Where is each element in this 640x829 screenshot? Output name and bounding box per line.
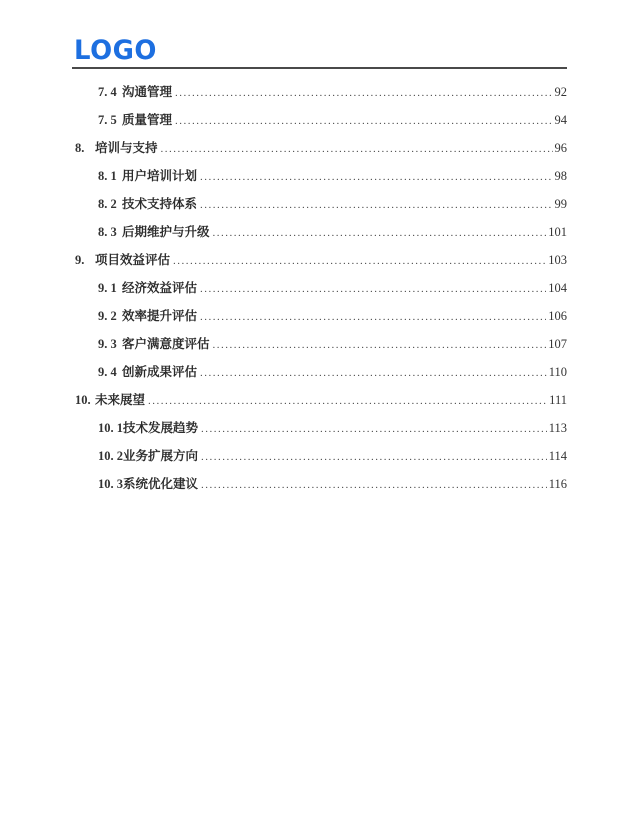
toc-entry[interactable] [72,84,567,112]
toc-entry-number: 9. 4 [98,365,117,379]
dot-leader [201,449,547,466]
toc-entry-title: 创新成果评估 [122,365,198,379]
toc-entry-page: 101 [548,225,567,239]
toc-entry-title: 质量管理 [122,113,173,127]
toc-entry[interactable] [72,168,567,196]
toc-entry-title: 沟通管理 [122,85,173,99]
toc-entry-title: 效率提升评估 [122,309,198,323]
toc-entry-number: 9. 2 [98,309,117,323]
toc-entry-title: 业务扩展方向 [123,449,199,463]
toc-entry[interactable] [72,476,567,504]
toc-entry[interactable] [72,280,567,308]
dot-leader [161,141,553,158]
header-divider [72,67,567,69]
toc-entry-title: 培训与支持 [95,141,158,155]
toc-entry-title: 技术发展趋势 [123,421,199,435]
toc-entry-number: 8. 2 [98,197,117,211]
toc-entry-title: 技术支持体系 [122,197,198,211]
toc-entry-number: 7. 4 [98,85,117,99]
toc-entry-page: 98 [554,169,567,183]
toc-entry[interactable] [72,224,567,252]
toc-entry-page: 92 [554,85,567,99]
dot-leader [213,337,547,354]
toc-entry-title: 未来展望 [95,393,146,407]
toc-entry[interactable] [72,308,567,336]
toc-entry-page: 116 [548,477,567,491]
toc-entry-title: 系统优化建议 [123,477,199,491]
toc-entry[interactable] [72,140,567,168]
dot-leader [173,253,546,270]
dot-leader [200,197,552,214]
toc-entry[interactable] [72,196,567,224]
toc-entry-title: 客户满意度评估 [122,337,210,351]
dot-leader [200,169,552,186]
dot-leader [175,113,552,130]
toc-entry-number: 8. [75,141,85,155]
toc-entry-number: 8. 1 [98,169,117,183]
toc-entry-number: 10. 3 [98,477,123,491]
toc-entry[interactable] [72,392,567,420]
toc-entry[interactable] [72,448,567,476]
toc-entry-page: 104 [548,281,567,295]
toc-entry-number: 10. 1 [98,421,123,435]
dot-leader [200,281,546,298]
toc-entry[interactable] [72,252,567,280]
toc-entry-page: 107 [548,337,567,351]
toc-entry-number: 9. 3 [98,337,117,351]
toc-entry-title: 经济效益评估 [122,281,198,295]
toc-entry[interactable] [72,112,567,140]
toc-entry[interactable] [72,364,567,392]
dot-leader [201,477,547,494]
logo: LOGO [74,35,157,66]
dot-leader [213,225,547,242]
toc-entry-number: 10. 2 [98,449,123,463]
dot-leader [200,309,546,326]
toc-entry-page: 99 [554,197,567,211]
toc-entry-number: 9. [75,253,85,267]
toc-entry-page: 111 [549,393,567,407]
dot-leader [148,393,547,410]
toc-entry-number: 9. 1 [98,281,117,295]
toc-entry-title: 后期维护与升级 [122,225,210,239]
dot-leader [175,85,552,102]
toc-entry-page: 106 [548,309,567,323]
toc-entry-page: 110 [548,365,567,379]
toc-entry-number: 7. 5 [98,113,117,127]
dot-leader [200,365,547,382]
toc-entry-page: 114 [548,449,567,463]
toc-entry-page: 94 [554,113,567,127]
toc-entry-page: 96 [554,141,567,155]
toc-entry-title: 项目效益评估 [95,253,171,267]
toc-entry[interactable] [72,336,567,364]
table-of-contents [72,84,567,504]
toc-entry-page: 103 [548,253,567,267]
toc-entry[interactable] [72,420,567,448]
toc-entry-title: 用户培训计划 [122,169,198,183]
toc-entry-page: 113 [548,421,567,435]
dot-leader [201,421,547,438]
toc-entry-number: 10. [75,393,91,407]
toc-entry-number: 8. 3 [98,225,117,239]
